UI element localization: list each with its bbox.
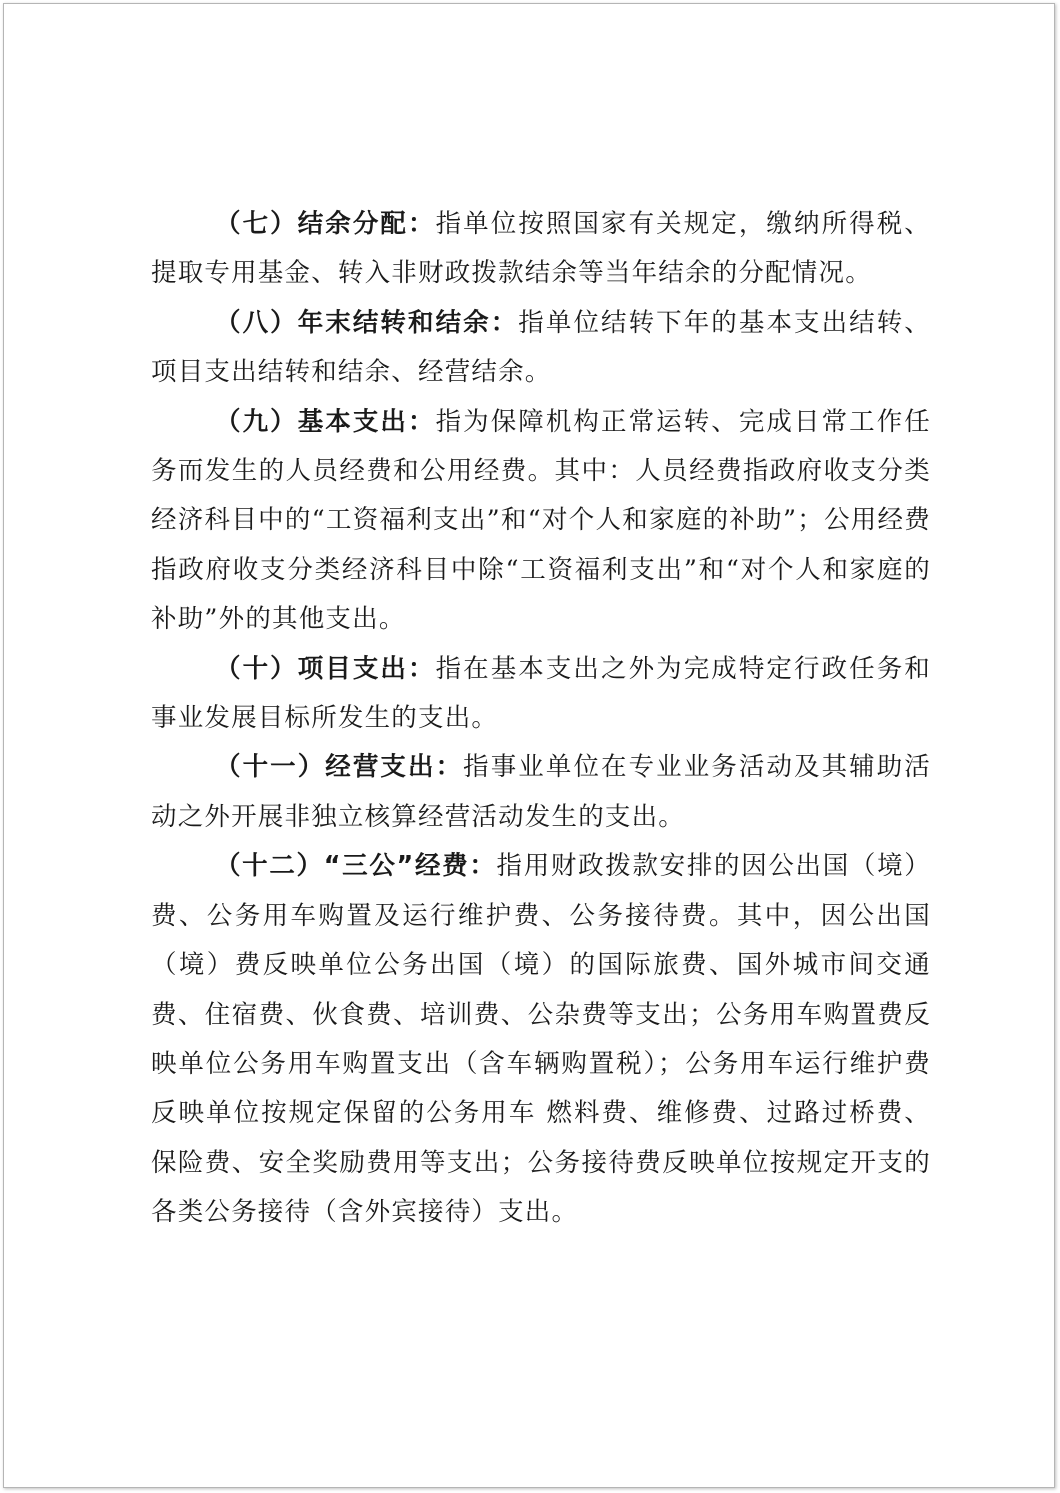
term-heading: （九）基本支出： xyxy=(215,406,436,437)
term-heading: （七）结余分配： xyxy=(215,209,436,239)
paragraph-three-public-expenses xyxy=(151,842,931,1237)
term-heading: （八）年末结转和结余： xyxy=(215,307,519,338)
paragraph-project-expenditure xyxy=(151,645,931,744)
term-definition: 指单位结转下年的基本支出结转、项目支出结转和结余、经营结余。 xyxy=(151,307,931,388)
term-definition: 指事业单位在专业业务活动及其辅助活动之外开展非独立核算经营活动发生的支出。 xyxy=(151,752,931,832)
term-heading: （十）项目支出： xyxy=(215,653,436,684)
term-definition: 指在基本支出之外为完成特定行政任务和事业发展目标所发生的支出。 xyxy=(151,653,931,734)
document-body xyxy=(151,200,931,1238)
paragraph-basic-expenditure xyxy=(151,398,931,645)
term-definition: 指用财政拨款安排的因公出国（境）费、公务用车购置及运行维护费、公务接待费。其中，因公出国（境）费反映单位公务出国（境）的国际旅费、国外城市间交通费、住宿费、伙食费、培训费、公杂费等支出；公务用车购置费反映单位公务用车购置支出（含车辆购置税）；公务用车运行维护费反映单位按规定保留的公务用车 燃料费、维修费、过路过桥费、保险费、安全奖励费用等支出；公务接待费反映单位按规定开支的各类公务接待（含外宾接待）支出。 xyxy=(151,851,931,1228)
paragraph-surplus-distribution xyxy=(151,200,931,299)
paragraph-operating-expenditure xyxy=(151,743,931,842)
term-heading: （十二）“三公”经费： xyxy=(215,851,497,882)
term-heading: （十一）经营支出： xyxy=(215,752,464,783)
paragraph-year-end-carryover xyxy=(151,299,931,398)
term-definition: 指为保障机构正常运转、完成日常工作任务而发生的人员经费和公用经费。其中：人员经费指政府收支分类经济科目中的“工资福利支出”和“对个人和家庭的补助”；公用经费指政府收支分类经济科目中除“工资福利支出”和“对个人和家庭的补助”外的其他支出。 xyxy=(151,406,931,635)
term-definition: 指单位按照国家有关规定，缴纳所得税、提取专用基金、转入非财政拨款结余等当年结余的分配情况。 xyxy=(151,209,931,289)
document-page xyxy=(3,3,1055,1488)
